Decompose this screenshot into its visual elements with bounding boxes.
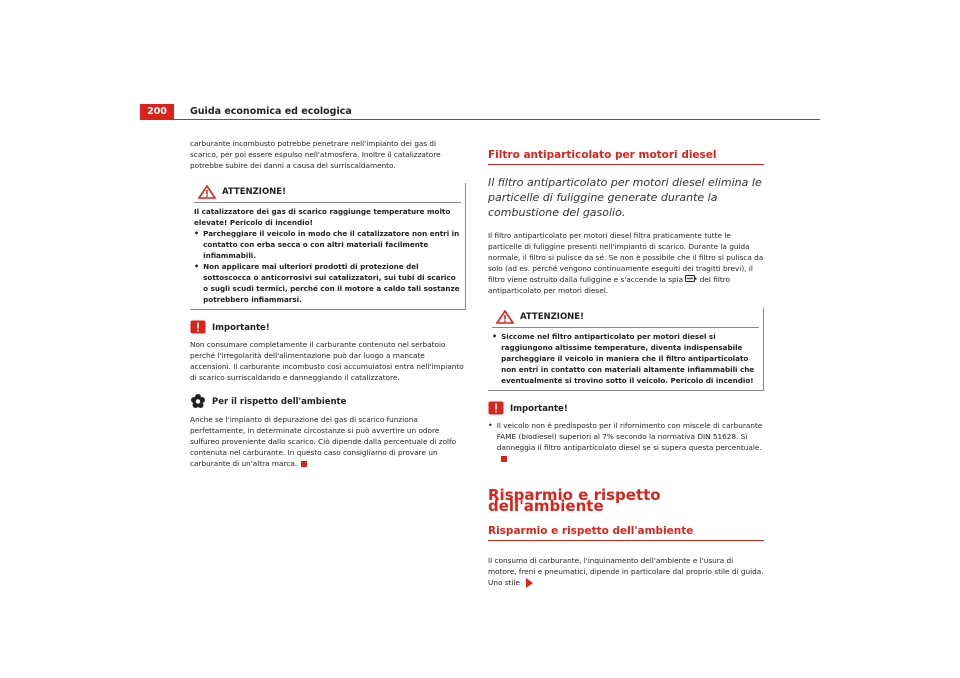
warning-box-dpf	[488, 308, 764, 391]
warning-body	[194, 206, 461, 305]
warning-header	[194, 185, 461, 203]
end-of-section-icon	[301, 461, 307, 467]
important-text: Non consumare completamente il carburante contenuto nel serbatoio perché l'irregolarità dell'alimentazione può dar luogo a mancate accensioni. Il carburante incombusto così accumulatosi entra nell'impianto di scarico surriscaldando e danneggiando il catalizzatore.	[190, 340, 464, 382]
environment-flower-icon	[190, 393, 206, 412]
chapter-title: Guida economica ed ecologica	[190, 106, 352, 117]
warning-triangle-icon	[496, 310, 514, 324]
warning-bullet: • Non applicare mai ulteriori prodotti di protezione del sottoscocca o anticorrosivi sui catalizzatori, sui tubi di scarico o sugli scudi termici, perché con il motore a caldo tali sostanze potrebbero infiammarsi.	[194, 262, 460, 304]
chapter-heading: Risparmio e rispetto dell'ambiente	[488, 486, 661, 515]
warning-bullet: • Parcheggiare il veicolo in modo che il catalizzatore non entri in contatto con erba secca o con altri materiali facilmente infiammabili.	[194, 229, 460, 260]
important-exclamation-icon	[488, 401, 504, 418]
right-column	[488, 150, 764, 588]
warning-header	[492, 310, 759, 328]
warning-title: ATTENZIONE!	[520, 311, 584, 322]
dpf-warning-light-icon	[685, 275, 697, 284]
important-title: Importante!	[510, 404, 568, 414]
continue-arrow-icon	[526, 578, 533, 588]
dpf-body: Il filtro antiparticolato per motori diesel filtra praticamente tutte le particelle di fuliggine presenti nell'impianto di scarico. Durante la guida normale, il filtro si pulisce da sé. Se non è possibile che il filtro si pulisca da solo (ad es. perché vengono continuamente eseguiti dei tragitti brevi), il filtro viene ostruito dalla fuliggine e s'accende la spia del filtro antiparticolato per motori diesel.	[488, 231, 764, 295]
saving-text: Il consumo di carburante, l'inquinamento dell'ambiente e l'usura di motore, freni e pneumatici, dipende in particolare dal proprio stile di guida. Uno stile	[488, 556, 764, 587]
intro-paragraph: carburante incombusto potrebbe penetrare nell'impianto dei gas di scarico, per poi essere espulso nell'atmosfera. Inoltre il catalizzatore potrebbe subire dei danni a causa del surriscaldamento.	[190, 139, 441, 170]
page-number: 200	[140, 104, 174, 120]
environment-header	[190, 393, 466, 412]
left-column	[190, 138, 466, 469]
header-divider	[174, 119, 820, 120]
warning-title: ATTENZIONE!	[222, 186, 286, 197]
warning-box	[190, 183, 466, 310]
warning-lead: Il catalizzatore dei gas di scarico raggiunge temperature molto elevate! Pericolo di incendio!	[194, 207, 451, 227]
section-title-dpf: Filtro antiparticolato per motori diesel	[488, 150, 764, 165]
end-of-section-icon	[501, 456, 507, 462]
important-header	[190, 320, 466, 337]
warning-bullet: • Siccome nel filtro antiparticolato per motori diesel si raggiungono altissime temperature, diventa indispensabile parcheggiare il veicolo in maniera che il filtro antiparticolato non entri in contatto con materiali altamente infiammabili che eventualmente si trovino sotto il veicolo. Pericolo di incendio!	[492, 332, 755, 385]
warning-body	[492, 331, 759, 386]
section-title-saving: Risparmio e rispetto dell'ambiente	[488, 526, 764, 541]
environment-text: Anche se l'impianto di depurazione dei gas di scarico funziona perfettamente, in determinate circostanze si può avvertire un odore sulfureo proveniente dallo scarico. Ciò dipende dalla percentuale di zolfo contenuta nel carburante. In questo caso consigliamo di provare un carburante di un'altra marca.	[190, 415, 457, 468]
important-exclamation-icon	[190, 320, 206, 337]
important-header	[488, 401, 764, 418]
warning-triangle-icon	[198, 185, 216, 199]
important-bullet: • Il veicolo non è predisposto per il rifornimento con miscele di carburante FAME (biodiesel) superiori al 7% secondo la normativa DIN 51628. Si danneggia il filtro antiparticolato diesel se si supera questa percentuale.	[488, 420, 764, 464]
section-intro-dpf: Il filtro antiparticolato per motori diesel elimina le particelle di fuliggine generate durante la combustione del gasolio.	[488, 176, 762, 219]
important-title: Importante!	[212, 323, 270, 333]
environment-title: Per il rispetto dell'ambiente	[212, 397, 347, 407]
